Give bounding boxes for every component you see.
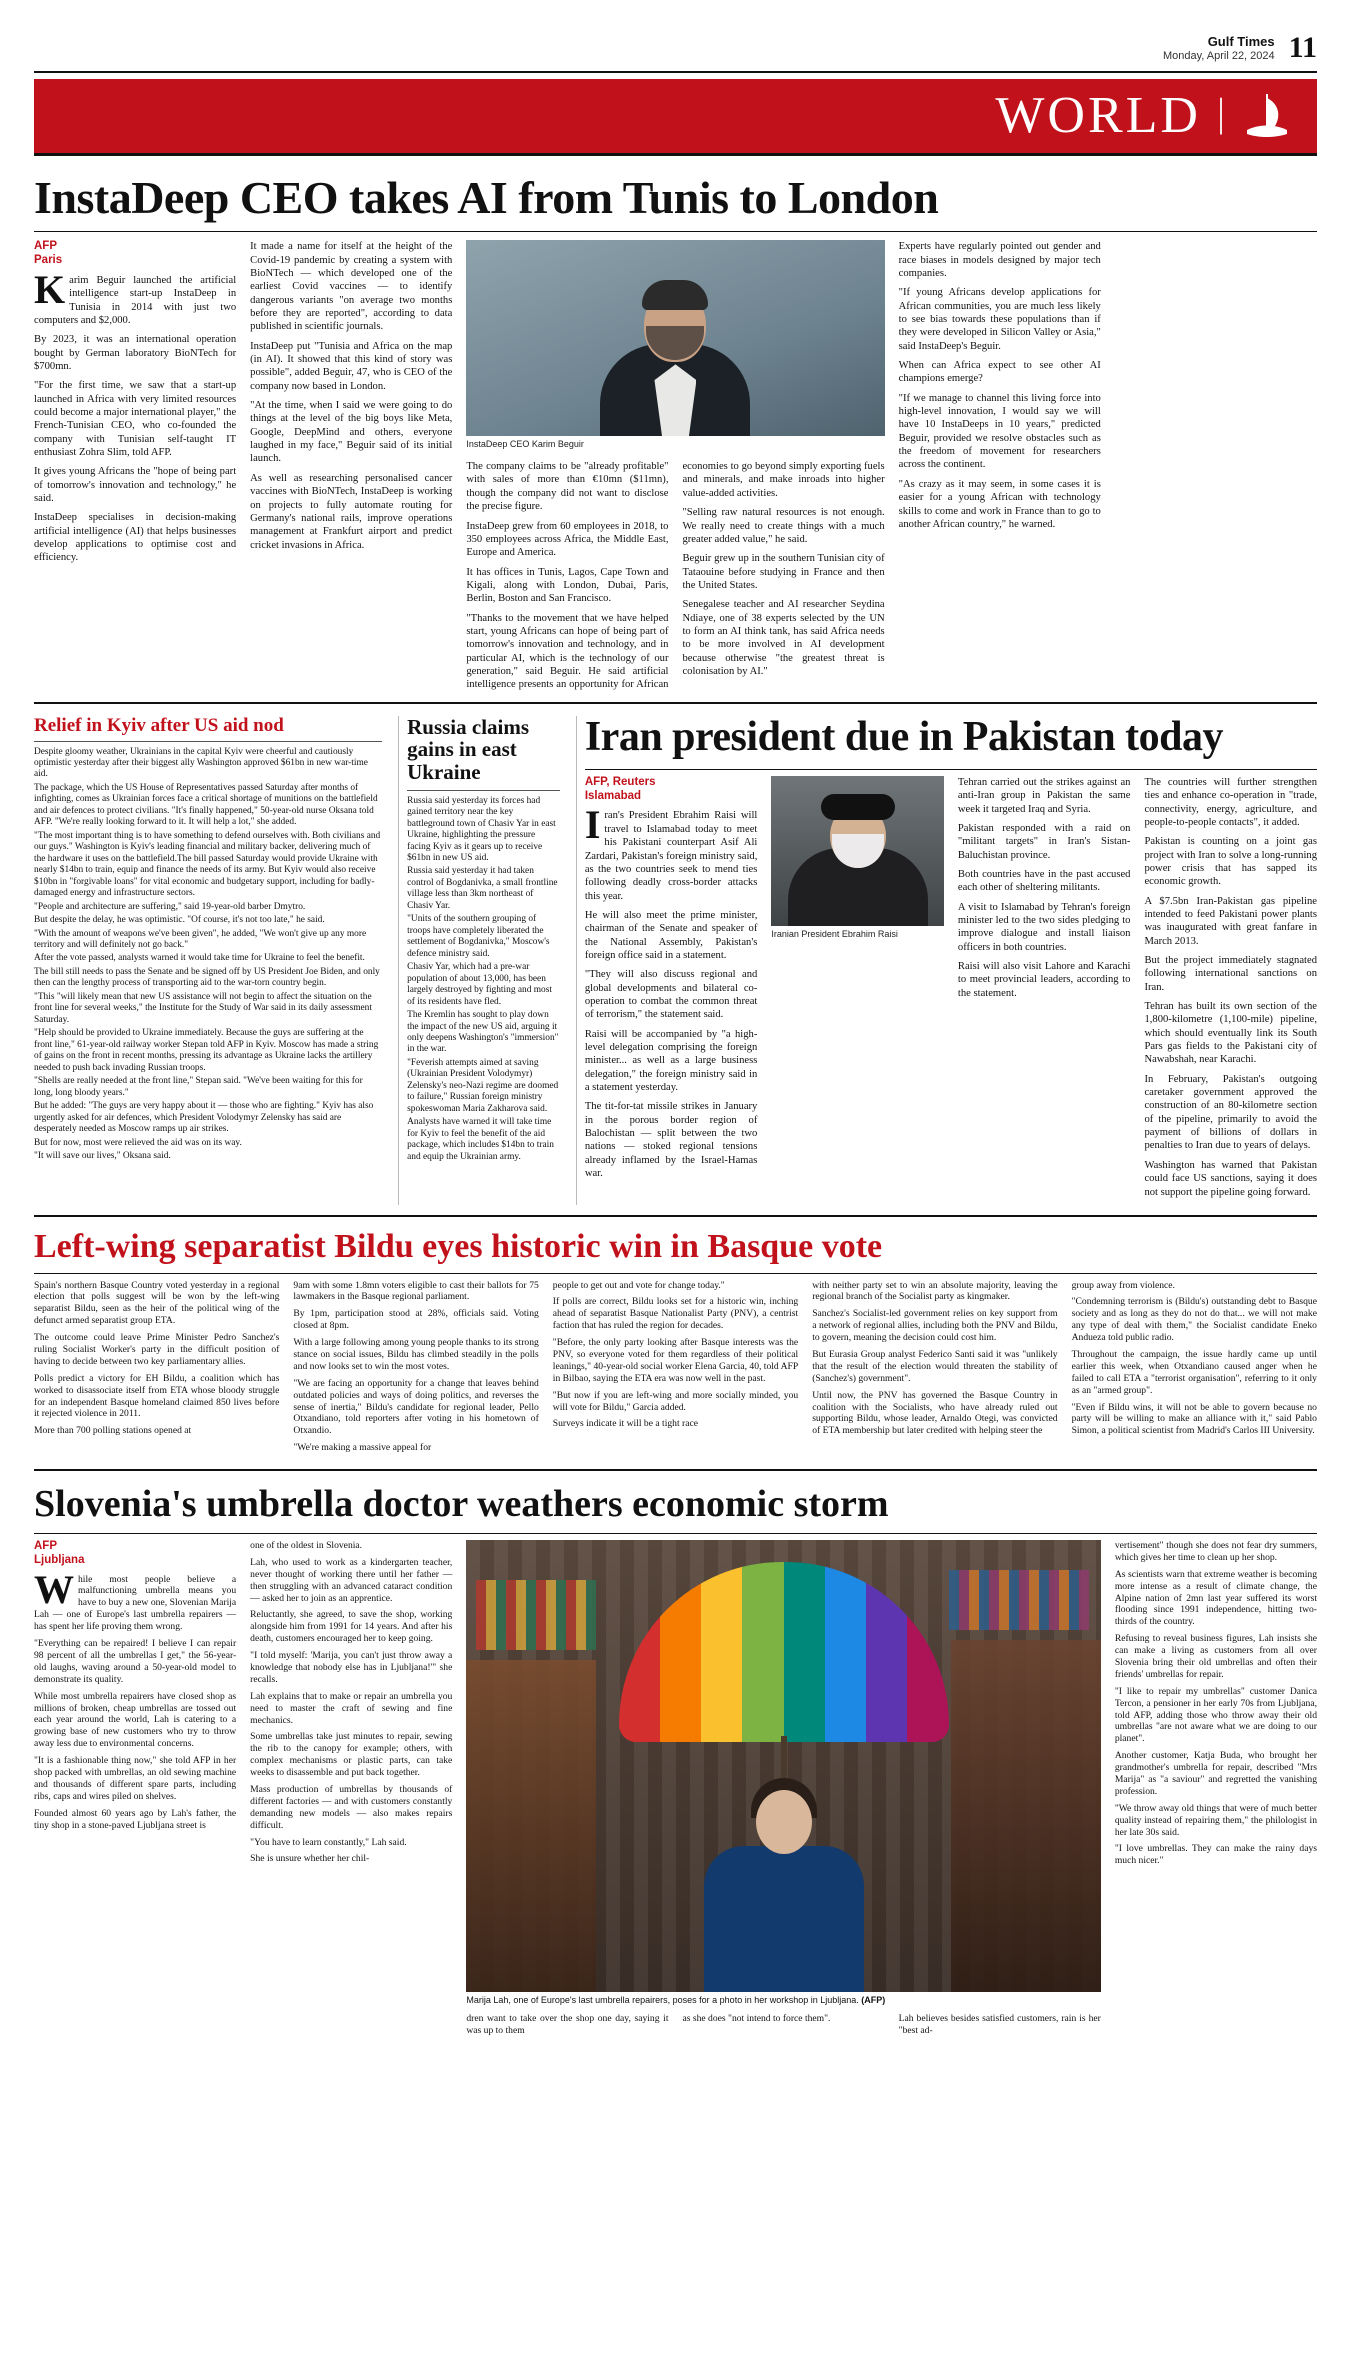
slovenia-p14: She is unsure whether her chil- <box>250 1853 370 1865</box>
slovenia-p1: While most people believe a malfunctioning umbrella means you have to buy a new one, Slovenian Marija Lah — one of Europe's last umbrella repairers — has spent her life proving them wrong. <box>34 1566 237 1633</box>
kyiv-p5: But despite the delay, he was optimistic. "Of course, it's not too late," he said. <box>34 915 325 926</box>
basque-p20: "Condemning terrorism is (Bildu's) outstanding debt to Basque society and as long as they do not do that... we will not make any type of deal with them," the Socialist candidate Eneko Andueza told public radio. <box>1071 1296 1317 1344</box>
iran-place: Islamabad <box>584 789 642 802</box>
section-title: WORLD <box>995 86 1201 144</box>
iran-p3: "They will also discuss regional and global developments and bilateral co-operation to combat the common threat of terrorism," the statement said. <box>584 969 758 1021</box>
slovenia-p21: "I like to repair my umbrellas" customer Danica Tercon, a pensioner in her early 70s from Ljubljana, told AFP, adding those who throw away their old umbrellas "are not aware what we are doing to our planet". <box>1114 1685 1317 1745</box>
story1-p3: "For the first time, we saw that a start-up launched in Africa with very limited resources could become a major international player," the French-Tunisian CEO, who co-founded the company with Tunisian self-taught IT enthusiast Zohra Slim, told AFP. <box>34 380 237 459</box>
basque-bottom-rule <box>34 1469 1317 1471</box>
russia-p2: Russia said yesterday it had taken control of Bogdanivka, a small frontline village less than 3km northeast of Chasiv Yar. <box>407 866 558 911</box>
story1-p10: The company claims to be "already profitable" with sales of more than €10mn ($11mn), though the company did not want to disclose the precise figure. <box>466 461 669 513</box>
iran-p1: Iran's President Ebrahim Raisi will travel to Islamabad today to meet his Pakistani counterpart Asif Ali Zardari, Pakistan's foreign ministry said, as the two countries seek to mend ties following deadly cross-border attacks this year. <box>584 802 758 902</box>
iran-col1 <box>585 776 758 1205</box>
kyiv-p8: The bill still needs to pass the Senate and be signed off by US President Joe Biden, and only then can the lengthy process of transporting aid to the war-torn country begin. <box>34 966 380 989</box>
slovenia-place: Ljubljana <box>34 1553 85 1566</box>
slovenia-caption-credit: (AFP) <box>861 1995 886 2005</box>
slovenia-p4: "It is a fashionable thing now," she told AFP in her shop packed with umbrellas, an old sewing machine and thousands of different spare parts, including ribs, caps and wires piled on shelves. <box>34 1755 237 1802</box>
iran-col3 <box>958 776 1131 1205</box>
kyiv-p7: After the vote passed, analysts warned it would take time for Ukraine to feel the benefit. <box>34 953 365 964</box>
story1-p19: When can Africa expect to see other AI champions emerge? <box>898 360 1101 385</box>
story1-headline: InstaDeep CEO takes AI from Tunis to London <box>34 171 939 223</box>
story1-col2 <box>250 240 452 691</box>
band2 <box>34 713 1317 1205</box>
slovenia-p24: "I love umbrellas. They can make the rainy days much nicer." <box>1114 1843 1317 1867</box>
iran-p13: A $7.5bn Iran-Pakistan gas pipeline intended to feed Pakistani power plants was inaugurated with great fanfare in March 2013. <box>1144 895 1317 947</box>
story1-col5 <box>899 240 1101 691</box>
story1-p1: Karim Beguir launched the artificial intelligence start-up InstaDeep in Tunisia in 2014 with just two computers and $2,000. <box>34 266 237 326</box>
slovenia-p18: vertisement" though she does not fear dry summers, which gives her time to clean up her shop. <box>1114 1540 1317 1563</box>
slovenia-p12: Mass production of umbrellas by thousands of different factories — and with customers constantly demanding new models — also makes repairs difficult. <box>250 1784 453 1831</box>
basque-p16: Sanchez's Socialist-led government relies on key support from a network of regional allies, including both the PNV and Bildu, to govern, meaning the decision could cost him. <box>812 1308 1058 1344</box>
basque-p15: with neither party set to win an absolute majority, leaving the regional branch of the Socialist party as kingmaker. <box>812 1279 1058 1303</box>
basque-p3: Polls predict a victory for EH Bildu, a coalition which has worked to disassociate itself from ETA whose bloody struggle for an independent Basque homeland claimed 850 lives before it rejected violence in 2011. <box>34 1372 280 1420</box>
basque-col1 <box>34 1280 279 1460</box>
slovenia-body <box>34 1540 1317 2042</box>
slovenia-p6: one of the oldest in Slovenia. <box>250 1540 363 1551</box>
story1-p5: InstaDeep specialises in decision-making artificial intelligence (AI) that helps businesses develop applications to optimise cost and efficiency. <box>34 512 237 564</box>
basque-p17: But Eurasia Group analyst Federico Santi said it was "unlikely that the result of the election would threaten the stability of (Sanchez's) government". <box>812 1348 1058 1384</box>
story1-bottom-rule <box>34 702 1317 704</box>
section-banner <box>34 79 1317 153</box>
iran-p15: Tehran has built its own section of the 1,800-kilometre (1,100-mile) pipeline, which should eventually link its South Pars gas fields to the Pakistani city of Nawabshah, near Karachi. <box>1144 1001 1317 1066</box>
story1-p12: It has offices in Tunis, Lagos, Cape Town and Kigali, along with London, Dubai, Paris, Berlin, Boston and San Francisco. <box>466 566 669 605</box>
basque-col5 <box>1072 1280 1317 1460</box>
kyiv-p11: "Shells are really needed at the front line," Stepan said. "We've been waiting for this for long, long bloody years." <box>34 1076 363 1098</box>
iran-p17: Washington has warned that Pakistan could face US sanctions, saying it does not support the pipeline going forward. <box>1144 1159 1317 1198</box>
kyiv-p14: "It will save our lives," Oksana said. <box>34 1150 171 1161</box>
basque-p2: The outcome could leave Prime Minister Pedro Sanchez's ruling Socialist Worker's party in the difficult position of having to decide between two key parliamentary allies. <box>34 1332 280 1367</box>
basque-p21: Throughout the campaign, the issue hardly came up until earlier this week, when Otxandiano caused anger when he failed to call ETA a "terrorist organisation", referring to it only as an "armed group". <box>1071 1348 1317 1396</box>
slovenia-rule <box>34 1533 1317 1534</box>
story1-p16: Senegalese teacher and AI researcher Seydina Ndiaye, one of 38 experts selected by the UN to form an AI think tank, has said Africa needs to be more involved in AI development because otherwise "the greatest threat is colonisation by AI." <box>682 599 885 677</box>
basque-p11: If polls are correct, Bildu looks set for a historic win, inching ahead of separatist Basque Nationalist Party (PNV), a centrist faction that has ruled the region for decades. <box>552 1296 799 1332</box>
story1-p4: It gives young Africans the "hope of being part of tomorrow's innovation and technology," he said. <box>34 466 237 505</box>
kyiv-p3: "The most important thing is to have something to defend ourselves with. Both civilians and our guys." Washington is Kyiv's leading financial and military backer, delivering much of the hardware it uses on the battlefield.The bill passed Saturday would provide Ukraine with nearly $14bn to train, equip and finance the needs of its army. But Kyiv would also receive $10bn in "forgivable loans" for vital economic and budgetary support, including for badly-damaged energy and infrastructure sectors. <box>34 830 381 899</box>
basque-rule <box>34 1273 1317 1274</box>
russia-p5: The Kremlin has sought to play down the impact of the new US aid, arguing it only deepens Washington's "immersion" in the war. <box>407 1010 559 1055</box>
slovenia-col2 <box>250 1540 452 2042</box>
story1-p17: Experts have regularly pointed out gender and race biases in models designed by major tech companies. <box>898 241 1101 280</box>
russia-p3: "Units of the southern grouping of troops have completely liberated the settlement of Bogdanivka," Moscow's defence ministry said. <box>407 914 550 959</box>
slovenia-p19: As scientists warn that extreme weather is becoming more intense as a result of climate change, the Alpine nation of 2mn last year suffered its worst flooding since 1991 independence, hitting two-thirds of the country. <box>1114 1568 1317 1628</box>
story1-photo <box>466 240 884 436</box>
slovenia-p13: "You have to learn constantly," Lah said. <box>250 1836 407 1848</box>
story1-col1 <box>34 240 236 691</box>
kyiv-p2: The package, which the US House of Representatives passed Saturday after months of infighting, comes as Ukrainian forces face a critical shortage of munitions on the battlefield and air defences to protect civilians. "It's finally happened," 50-year-old nurse Oksana told AFP. "We're really looking forward to it. It will help a lot," she added. <box>34 782 378 828</box>
story1-p9: As well as researching personalised cancer vaccines with BioNTech, InstaDeep is working on projects to fully automate routing for Germany's national rails, improve operations management at Frankfurt airport and predict cricket invasions in Africa. <box>250 472 453 551</box>
iran-p8: Both countries have in the past accused each other of sheltering militants. <box>957 868 1131 894</box>
slovenia-byline: AFP <box>34 1540 57 1552</box>
slovenia-p5: Founded almost 60 years ago by Lah's father, the tiny shop in a stone-paved Ljubljana street is <box>34 1807 237 1831</box>
basque-col3 <box>553 1280 798 1460</box>
issue-date: Monday, April 22, 2024 <box>1162 49 1275 62</box>
banner-rule <box>34 153 1317 156</box>
iran-p6: Tehran carried out the strikes against an anti-Iran group in Pakistan the same week it targeted Iraq and Syria. <box>957 776 1131 815</box>
basque-p18: Until now, the PNV has governed the Basque Country in coalition with the Socialists, who have already ruled out supporting Bildu, whose leader, Arnaldo Otegi, was convicted of ETA membership but later credited with helping steer the <box>812 1389 1058 1437</box>
basque-headline: Left-wing separatist Bildu eyes historic win in Basque vote <box>34 1227 883 1265</box>
iran-p11: The countries will further strengthen ties and enhance co-operation in "trade, connectivity, energy, agriculture, and people-to-people contacts", it added. <box>1144 776 1317 828</box>
iran-p10: Raisi will also visit Lahore and Karachi to meet provincial leaders, according to the statement. <box>957 961 1131 999</box>
kyiv-story <box>34 716 382 1205</box>
masthead <box>34 0 1317 67</box>
slovenia-p2: "Everything can be repaired! I believe I can repair 98 percent of all the umbrellas I get," the 56-year-old laughs, waving around a 50-year-old model to demonstrate its quality. <box>34 1638 237 1685</box>
basque-p22: "Even if Bildu wins, it will not be able to govern because no party will be willing to make an alliance with it," said Pablo Simon, a political scientist from Madrid's Carlos III University. <box>1071 1401 1317 1437</box>
basque-p6: By 1pm, participation stood at 28%, officials said. Voting closed at 8pm. <box>293 1308 539 1332</box>
kyiv-p10: "Help should be provided to Ukraine immediately. Because the guys are suffering at the front line," 61-year-old railway worker Stepan told AFP in Kyiv. Moscow has made a string of gains on the front in recent months, pressing its advantage as Ukraine lacks the artillery needed to push back invading Russian troops. <box>34 1028 379 1073</box>
basque-p19: group away from violence. <box>1071 1279 1175 1291</box>
iran-p5: The tit-for-tat missile strikes in January in the porous border region of Balochistan — split between the two nations — stoked regional tensions already inflamed by the Israel-Hamas war. <box>584 1101 758 1180</box>
russia-headline: Russia claims gains in east Ukraine <box>407 714 530 784</box>
basque-p4: More than 700 polling stations opened at <box>34 1425 192 1437</box>
slovenia-photo-caption <box>466 1995 1101 2005</box>
section-divider: | <box>1216 90 1225 135</box>
iran-p2: He will also meet the prime minister, chairman of the Senate and speaker of the National Assembly, Pakistan's foreign office said in a statement. <box>584 909 758 961</box>
iran-p4: Raisi will be accompanied by "a high-level delegation comprising the foreign minister... as well as a large business delegation," the foreign ministry said in a statement yesterday. <box>584 1028 758 1093</box>
iran-story <box>576 713 1317 1205</box>
slovenia-p10: Lah explains that to make or repair an umbrella you need to master the craft of sewing and fine mechanics. <box>250 1690 453 1726</box>
story1-photo-caption: InstaDeep CEO Karim Beguir <box>466 439 584 450</box>
kyiv-p9: "This "will likely mean that new US assistance will not begin to affect the situation on the front line for several weeks," the Institute for the Study of War said in its daily assessment Saturday. <box>34 991 372 1025</box>
story1-p8: "At the time, when I said we were going to do things at the level of the big boys like Meta, Google, DeepMind and others, everyone laughed in my face," Beguir said of its initial launch. <box>250 400 453 465</box>
slovenia-photo <box>466 1540 1101 1992</box>
slovenia-p7: Lah, who used to work as a kindergarten teacher, never thought of working there until her father — then struggling with an advanced cataract condition — asked her to join as an apprentice. <box>250 1556 453 1604</box>
story1-place: Paris <box>34 254 63 267</box>
slovenia-p16: as she does "not intend to force them". <box>682 2013 831 2024</box>
iran-p7: Pakistan responded with a raid on "militant targets" in Iran's Sistan-Baluchistan province. <box>957 822 1131 861</box>
globe-icon <box>1241 90 1293 142</box>
slovenia-p8: Reluctantly, she agreed, to save the shop, working alongside him from 1991 for 14 years. And after his death, customers encouraged her to keep going. <box>250 1609 453 1645</box>
basque-p5: 9am with some 1.8mn voters eligible to cast their ballots for 75 lawmakers in the Basque regional parliament. <box>293 1279 539 1303</box>
basque-p13: "But now if you are left-wing and more socially minded, you will vote for Bildu," Garcia added. <box>552 1389 799 1413</box>
slovenia-photo-col <box>466 1540 1101 2042</box>
iran-p16: In February, Pakistan's outgoing caretaker government approved the construction of an 80-kilometre section of the pipeline, primarily to avoid the payment of billions of dollars in penalties to Iran due to years of delays. <box>1144 1073 1317 1152</box>
slovenia-col1 <box>34 1540 236 2042</box>
basque-p10: people to get out and vote for change today." <box>552 1279 725 1291</box>
basque-p1: Spain's northern Basque Country voted yesterday in a regional election that polls suggest will be won by the left-wing separatist Bildu, seen as the heir of the political wing of the defunct armed separatist group ETA. <box>34 1279 280 1327</box>
story1-p13: "Thanks to the movement that we have helped start, young Africans can hope of being part of tomorrow's innovation and technology, and in particular AI, which is the technology of our generation," said Beguir. He said artificial intelligence presents an opportunity for African economies to go beyond simply exporting fuels and minerals, and make inroads into higher value-added activities. <box>466 461 885 691</box>
masthead-rule <box>34 71 1317 73</box>
story1-p2: By 2023, it was an international operation bought by German laboratory BioNTech for $700mn. <box>34 334 237 372</box>
iran-p14: But the project immediately stagnated following international sanctions on Iran. <box>1144 955 1317 993</box>
basque-p12: "Before, the only party looking after Basque interests was the PNV, so everyone voted for them regardless of their political leanings," 40-year-old social worker Elena Garcia, 40, told AFP in Bilbao, saying the ETA era was now well in the past. <box>552 1337 799 1384</box>
basque-p9: "We're making a massive appeal for <box>293 1442 432 1454</box>
slovenia-p17: Lah believes besides satisfied customers, rain is her "best ad- <box>898 2013 1101 2036</box>
kyiv-p12: But he added: "The guys are very happy about it — those who are fighting." Kyiv has also urgently asked for air defences, which President Volodymyr Zelensky has said are desperately needed as Moscow ramps up air strikes. <box>34 1101 374 1135</box>
story1-photo-col <box>466 240 884 691</box>
iran-photo-caption: Iranian President Ebrahim Raisi <box>771 928 898 939</box>
kyiv-p6: "With the amount of weapons we've been given", he added, "We won't give up any more territory and will definitely not go back." <box>34 928 367 951</box>
story1-p20: "If we manage to channel this living force into high-level innovation, I would say we will have 10 InstaDeeps in 10 years," predicted Beguir, provided we resolve obstacles such as the freedom of movement for researchers across the continent. <box>898 392 1101 471</box>
iran-headline: Iran president due in Pakistan today <box>584 713 1224 760</box>
iran-col4 <box>1144 776 1317 1205</box>
story1-p18: "If young Africans develop applications for African communities, you are much less likely to see bias towards these populations than if they were developed in Silicon Valley or Asia," said InstaDeep's Beguir. <box>898 287 1101 352</box>
story1-p11: InstaDeep grew from 60 employees in 2018, to 350 employees across Africa, the Middle East, Europe and America. <box>466 520 669 559</box>
iran-p12: Pakistan is counting on a joint gas project with Iran to solve a long-running power crisis that has sapped its economic growth. <box>1144 836 1317 888</box>
page-number: 11 <box>1288 31 1317 64</box>
rainbow-umbrella-icon <box>619 1562 949 1742</box>
slovenia-p20: Refusing to reveal business figures, Lah insists she can make a living as customers from all over Slovenia bring their old umbrellas and often their friends' umbrellas for repair. <box>1114 1633 1317 1680</box>
story1-p15: Beguir grew up in the southern Tunisian city of Tataouine before studying in France and then the United States. <box>682 553 885 591</box>
basque-p14: Surveys indicate it will be a tight race <box>552 1418 698 1430</box>
kyiv-p1: Despite gloomy weather, Ukrainians in the capital Kyiv were cheerful and cautiously optimistic yesterday after their biggest ally Washington approved $61bn in new war-time aid. <box>34 746 368 780</box>
slovenia-p15: dren want to take over the shop one day, saying it was up to them <box>466 2013 669 2036</box>
story1-body <box>34 240 1317 691</box>
kyiv-p13: But for now, most were relieved the aid was on its way. <box>34 1137 242 1148</box>
basque-p7: With a large following among young people thanks to its strong stance on social issues, Bildu has climbed steadily in the polls and now looks set to win the most votes. <box>293 1337 539 1372</box>
iran-photo-col <box>771 776 944 1205</box>
slovenia-p23: "We throw away old things that were of much better quality instead of repairing them," the philologist in her late 30s said. <box>1114 1802 1317 1838</box>
russia-p1: Russia said yesterday its forces had gained territory near the key battleground town of Chasiv Yar in east Ukraine, highlighting the pressure facing Kyiv as it gears up to receive $61bn in new US aid. <box>407 795 556 863</box>
iran-photo <box>771 776 944 926</box>
story1-p21: "As crazy as it may seem, in some cases it is easier for a young African with technology skills to come and work in France than to go to another African country," he warned. <box>898 478 1101 530</box>
slovenia-p9: "I told myself: 'Marija, you can't just throw away a knowledge that nobody else has in Ljubljana!'" she recalls. <box>250 1650 453 1685</box>
russia-p7: Analysts have warned it will take time for Kyiv to feel the benefit of the aid package, which includes $14bn to train and equip the Ukrainian army. <box>407 1117 554 1162</box>
slovenia-p22: Another customer, Katja Buda, who brought her grandmother's umbrella for repair, described "Mrs Marija" as "a saviour" and regretted the vanishing profession. <box>1114 1750 1317 1797</box>
kyiv-p4: "People and architecture are suffering," said 19-year-old barber Dmytro. <box>34 901 306 912</box>
slovenia-p3: While most umbrella repairers have closed shop as millions of broken, cheap umbrellas are tossed out each year around the world, Lah is catering to a growing base of new customers who try to throw away less due to environmental concerns. <box>34 1690 237 1750</box>
slovenia-p11: Some umbrellas take just minutes to repair, sewing the rib to the canopy for example; others, with complex mechanisms or plastic parts, can take weeks to disassemble and put back together. <box>250 1731 453 1779</box>
russia-story <box>398 716 560 1205</box>
story1-rule <box>34 231 1317 232</box>
kyiv-headline: Relief in Kyiv after US aid nod <box>34 714 284 736</box>
basque-col2 <box>293 1280 538 1460</box>
story1-byline: AFP <box>34 240 57 253</box>
iran-p9: A visit to Islamabad by Tehran's foreign minister led to the two sides pledging to improve dialogue and install liaison officers in both countries. <box>957 901 1131 953</box>
story1-p6: It made a name for itself at the height of the Covid-19 pandemic by creating a system with BioNTech — which developed one of the earliest Covid vaccines — to identify dangerous variants "on average two months before they are reported", according to data published in scientific journals. <box>250 241 453 333</box>
story1-p14: "Selling raw natural resources is not enough. We really need to create things with a much greater added value," he said. <box>682 507 885 545</box>
slovenia-col6 <box>1115 1540 1317 2042</box>
slovenia-caption-text: Marija Lah, one of Europe's last umbrella repairers, poses for a photo in her workshop in Ljubljana. <box>466 1995 859 2005</box>
paper-name: Gulf Times <box>1207 33 1275 49</box>
russia-p6: "Feverish attempts aimed at saving (Ukrainian President Volodymyr) Zelensky's neo-Nazi regime are doomed to failure," Russian foreign ministry spokeswoman Maria Zakharova said. <box>407 1057 559 1114</box>
basque-col4 <box>812 1280 1057 1460</box>
basque-p8: "We are facing an opportunity for a change that leaves behind outdated policies and ways of doing politics, and reverses the sense of inertia," Bildu's candidate for regional leader, Pello Otxandiano, told reporters after voting in his hometown of Otxandio. <box>293 1377 539 1437</box>
russia-p4: Chasiv Yar, which had a pre-war population of about 13,000, has been largely destroyed by fighting and most of its residents have fled. <box>407 962 552 1007</box>
band2-bottom-rule <box>34 1215 1317 1217</box>
slovenia-headline: Slovenia's umbrella doctor weathers economic storm <box>34 1483 889 1526</box>
basque-body <box>34 1280 1317 1460</box>
iran-byline: AFP, Reuters <box>584 775 656 788</box>
story1-p7: InstaDeep put "Tunisia and Africa on the map (in AI). It showed that this kind of story was possible", added Beguir, 47, who is CEO of the company now based in London. <box>250 340 453 392</box>
